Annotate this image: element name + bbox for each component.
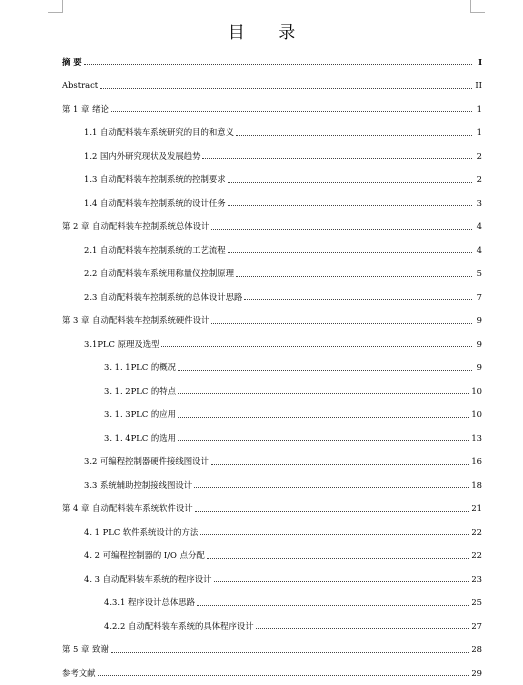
toc-entry-page-number: 10 (471, 385, 482, 396)
toc-entry[interactable] (62, 332, 482, 356)
toc-dot-leader (178, 440, 469, 441)
toc-entry-label: 参考文献 (62, 667, 96, 678)
toc-dot-leader (84, 64, 472, 65)
toc-entry-label: 3. 1. 3PLC 的应用 (104, 409, 177, 420)
toc-entry[interactable] (62, 356, 482, 380)
toc-entry-label: Abstract (62, 80, 99, 91)
toc-entry[interactable] (62, 473, 482, 497)
toc-entry-page-number: 9 (476, 338, 482, 349)
toc-entry-label: 第 4 章 自动配料装车系统软件设计 (62, 503, 193, 514)
toc-entry-page-number: 29 (471, 667, 482, 678)
toc-dot-leader (98, 675, 470, 676)
toc-entry[interactable] (62, 450, 482, 474)
toc-dot-leader (211, 323, 472, 324)
toc-entry[interactable] (62, 497, 482, 521)
toc-entry-page-number: 1 (476, 103, 482, 114)
toc-entry-page-number: 7 (476, 291, 482, 302)
toc-entry-label: 3.3 系统辅助控制接线图设计 (84, 479, 193, 490)
toc-entry-page-number: II (475, 80, 482, 91)
toc-dot-leader (178, 370, 472, 371)
toc-entry-label: 1.3 自动配料装车控制系统的控制要求 (84, 174, 226, 185)
toc-entry-page-number: 4 (476, 244, 482, 255)
toc-dot-leader (228, 252, 472, 253)
page-corner-mark-left (48, 0, 63, 13)
toc-entry-label: 3. 1. 2PLC 的特点 (104, 385, 177, 396)
toc-entry[interactable] (62, 215, 482, 239)
toc-entry[interactable] (62, 544, 482, 568)
toc-entry[interactable] (62, 238, 482, 262)
toc-entry-label: 1.1 自动配料装车系统研究的目的和意义 (84, 127, 234, 138)
toc-entry-page-number: 28 (471, 644, 482, 655)
toc-dot-leader (111, 652, 470, 653)
toc-entry-page-number: 22 (471, 526, 482, 537)
toc-dot-leader (228, 182, 472, 183)
toc-entry[interactable] (62, 309, 482, 333)
toc-entry-page-number: 1 (476, 127, 482, 138)
toc-entry[interactable] (62, 403, 482, 427)
toc-entry[interactable] (62, 262, 482, 286)
toc-entry[interactable] (62, 74, 482, 98)
toc-dot-leader (178, 417, 469, 418)
toc-entry[interactable] (62, 121, 482, 145)
toc-entry-page-number: 25 (471, 597, 482, 608)
toc-dot-leader (236, 276, 472, 277)
toc-entry[interactable] (62, 426, 482, 450)
toc-entry-label: 第 5 章 致谢 (62, 644, 109, 655)
toc-entry-page-number: 21 (471, 503, 482, 514)
toc-entry-label: 4.3.1 程序设计总体思路 (104, 597, 195, 608)
toc-entry[interactable] (62, 379, 482, 403)
toc-dot-leader (178, 393, 469, 394)
toc-dot-leader (236, 135, 472, 136)
toc-dot-leader (200, 534, 469, 535)
toc-entry-page-number: 2 (476, 150, 482, 161)
toc-entry[interactable] (62, 50, 482, 74)
toc-entry-label: 第 3 章 自动配料装车控制系统硬件设计 (62, 315, 210, 326)
toc-dot-leader (194, 487, 469, 488)
toc-dot-leader (211, 229, 472, 230)
toc-dot-leader (211, 464, 469, 465)
toc-entry-label: 3.1PLC 原理及选型 (84, 338, 160, 349)
toc-dot-leader (195, 511, 470, 512)
toc-entry-page-number: 4 (476, 221, 482, 232)
toc-entry[interactable] (62, 191, 482, 215)
toc-entry-page-number: 27 (471, 620, 482, 631)
toc-entry-page-number: 10 (471, 409, 482, 420)
toc-entry-label: 4. 2 可编程控制器的 I/O 点分配 (84, 550, 205, 561)
toc-entry-page-number: 22 (471, 550, 482, 561)
toc-entry[interactable] (62, 591, 482, 615)
toc-dot-leader (197, 605, 469, 606)
toc-entry-page-number: 9 (476, 315, 482, 326)
toc-entry-page-number: 13 (471, 432, 482, 443)
toc-entry-label: 4. 3 自动配料装车系统的程序设计 (84, 573, 212, 584)
toc-dot-leader (161, 346, 472, 347)
toc-entry[interactable] (62, 567, 482, 591)
toc-dot-leader (202, 158, 472, 159)
toc-dot-leader (207, 558, 470, 559)
toc-entry-label: 4. 1 PLC 软件系统设计的方法 (84, 526, 199, 537)
toc-dot-leader (228, 205, 472, 206)
toc-entry[interactable] (62, 144, 482, 168)
toc-entry-page-number: 16 (471, 456, 482, 467)
toc-entry-page-number: 23 (471, 573, 482, 584)
toc-entry-label: 摘 要 (62, 56, 82, 67)
toc-entry-label: 第 1 章 绪论 (62, 103, 109, 114)
toc-entry-page-number: 5 (476, 268, 482, 279)
page-corner-mark-right (470, 0, 485, 13)
toc-entry-page-number: 2 (476, 174, 482, 185)
toc-entry[interactable] (62, 97, 482, 121)
toc-entry-page-number: I (478, 56, 482, 67)
toc-entry-page-number: 18 (471, 479, 482, 490)
toc-entry-page-number: 3 (476, 197, 482, 208)
toc-dot-leader (111, 111, 472, 112)
toc-entry[interactable] (62, 661, 482, 685)
toc-entry-label: 1.2 国内外研究现状及发展趋势 (84, 150, 201, 161)
toc-title: 目 录 (227, 23, 310, 43)
toc-entry-page-number: 9 (476, 362, 482, 373)
toc-entry-label: 2.2 自动配料装车系统用称量仪控制原理 (84, 268, 234, 279)
toc-entry[interactable] (62, 520, 482, 544)
toc-dot-leader (100, 88, 472, 89)
toc-entry-label: 3. 1. 4PLC 的选用 (104, 432, 177, 443)
toc-entry-label: 2.3 自动配料装车控制系统的总体设计思路 (84, 291, 243, 302)
toc-dot-leader (256, 628, 470, 629)
toc-entry-label: 3.2 可编程控制器硬件接线图设计 (84, 456, 209, 467)
toc-dot-leader (214, 581, 470, 582)
toc-entry-label: 1.4 自动配料装车控制系统的设计任务 (84, 197, 226, 208)
toc-entry-label: 3. 1. 1PLC 的概况 (104, 362, 177, 373)
toc-entry[interactable] (62, 638, 482, 662)
toc-entry-label: 2.1 自动配料装车控制系统的工艺流程 (84, 244, 226, 255)
table-of-contents (62, 50, 482, 685)
toc-entry[interactable] (62, 168, 482, 192)
toc-dot-leader (244, 299, 472, 300)
toc-entry[interactable] (62, 614, 482, 638)
toc-entry-label: 第 2 章 自动配料装车控制系统总体设计 (62, 221, 210, 232)
toc-entry-label: 4.2.2 自动配料装车系统的具体程序设计 (104, 620, 254, 631)
toc-entry[interactable] (62, 285, 482, 309)
